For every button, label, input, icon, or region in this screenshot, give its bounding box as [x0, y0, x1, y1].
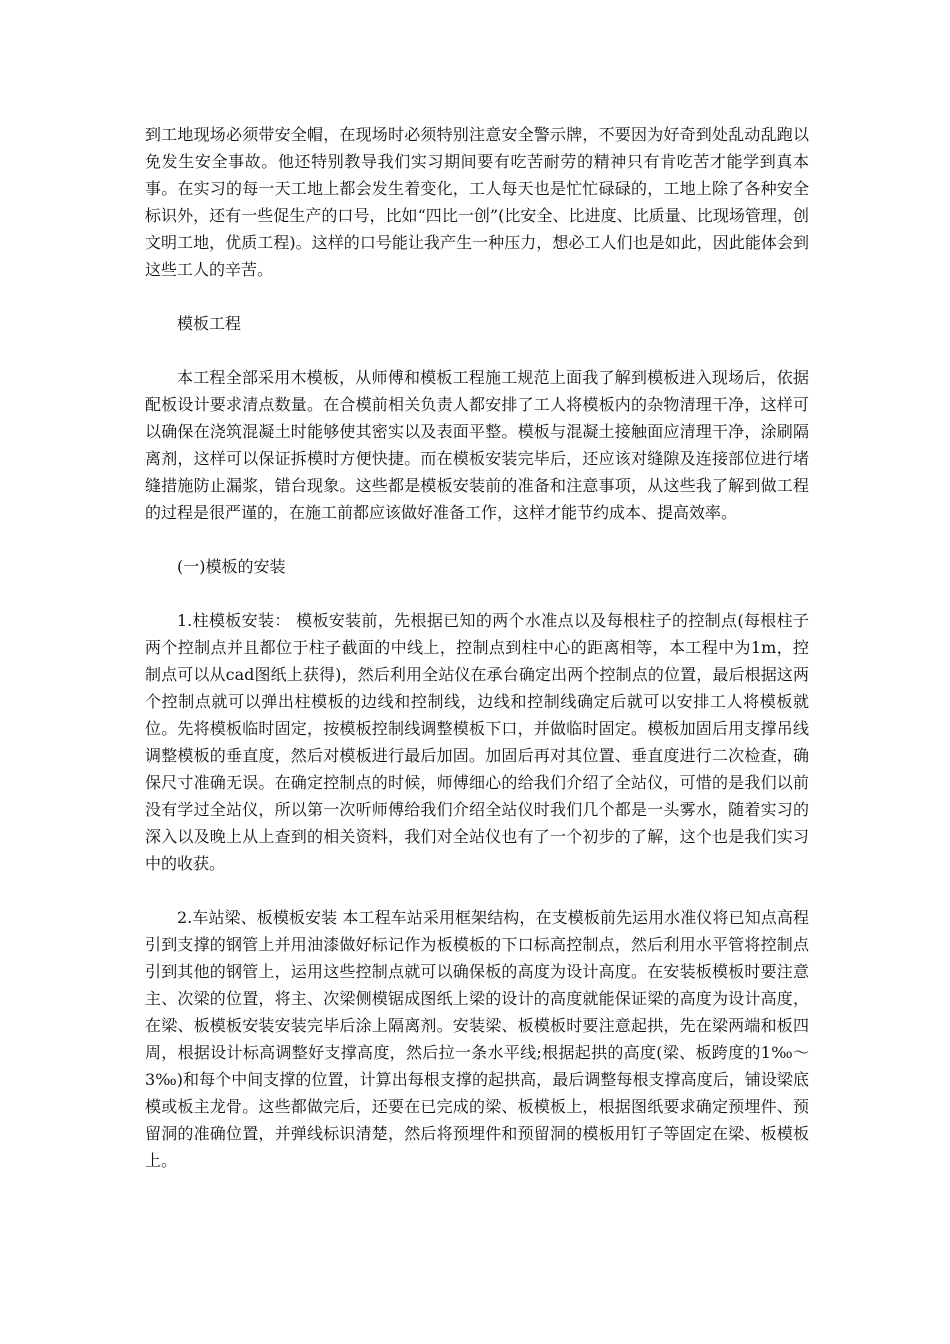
beam-slab-formwork-paragraph: 2.车站梁、板模板安装 本工程车站采用框架结构，在支模板前先运用水准仪将已知点高程引到支撑的钢管上并用油漆做好标记作为板模板的下口标高控制点，然后利用水平管将控制点引到其他的钢管上，运用这些控制点就可以确保板的高度为设计高度。在安装板模板时要注意主、次梁的位置，将主、次梁侧模锯成图纸上梁的设计的高度就能保证梁的高度为设计高度，在梁、板模板安装安装完毕后涂上隔离剂。安装梁、板模板时要注意起拱，先在梁两端和板四周，根据设计标高调整好支撑高度，然后拉一条水平线;根据起拱的高度(梁、板跨度的1‰～3‰)和每个中间支撑的位置，计算出每根支撑的起拱高，最后调整每根支撑高度后，铺设梁底模或板主龙骨。这些都做完后，还要在已完成的梁、板模板上，根据图纸要求确定预埋件、预留洞的准确位置，并弹线标识清楚，然后将预埋件和预留洞的模板用钉子等固定在梁、板模板上。	[145, 908, 809, 1170]
formwork-section-heading: 模板工程	[177, 314, 242, 333]
intro-paragraph: 到工地现场必须带安全帽，在现场时必须特别注意安全警示牌，不要因为好奇到处乱动乱跑以免发生安全事故。他还特别教导我们实习期间要有吃苦耐劳的精神只有肯吃苦才能学到真本事。在实习的每一天工地上都会发生着变化，工人每天也是忙忙碌碌的，工地上除了各种安全标识外，还有一些促生产的口号，比如“四比一创”(比安全、比进度、比质量、比现场管理，创文明工地，优质工程)。这样的口号能让我产生一种压力，想必工人们也是如此，因此能体会到这些工人的辛苦。	[145, 125, 809, 279]
formwork-install-heading: (一)模板的安装	[177, 557, 286, 576]
formwork-paragraph: 本工程全部采用木模板，从师傅和模板工程施工规范上面我了解到模板进入现场后，依据配板设计要求清点数量。在合模前相关负责人都安排了工人将模板内的杂物清理干净，这样可以确保在浇筑混凝土时能够使其密实以及表面平整。模板与混凝土接触面应清理干净，涂刷隔离剂，这样可以保证拆模时方便快捷。而在模板安装完毕后，还应该对缝隙及连接部位进行堵缝措施防止漏浆，错台现象。这些都是模板安装前的准备和注意事项，从这些我了解到做工程的过程是很严谨的，在施工前都应该做好准备工作，这样才能节约成本、提高效率。	[145, 368, 809, 522]
document-page	[145, 121, 809, 1201]
column-formwork-paragraph: 1.柱模板安装： 模板安装前，先根据已知的两个水准点以及每根柱子的控制点(每根柱子两个控制点并且都位于柱子截面的中线上，控制点到柱中心的距离相等，本工程中为1m，控制点可以从cad图纸上获得)，然后利用全站仪在承台确定出两个控制点的位置，最后根据这两个控制点就可以弹出柱模板的边线和控制线，边线和控制线确定后就可以安排工人将模板就位。先将模板临时固定，按模板控制线调整模板下口，并做临时固定。模板加固后用支撑吊线调整模板的垂直度，然后对模板进行最后加固。加固后再对其位置、垂直度进行二次检查，确保尺寸准确无误。在确定控制点的时候，师傅细心的给我们介绍了全站仪，可惜的是我们以前没有学过全站仪，所以第一次听师傅给我们介绍全站仪时我们几个都是一头雾水，随着实习的深入以及晚上从上查到的相关资料，我们对全站仪也有了一个初步的了解，这个也是我们实习中的收获。	[145, 611, 809, 873]
